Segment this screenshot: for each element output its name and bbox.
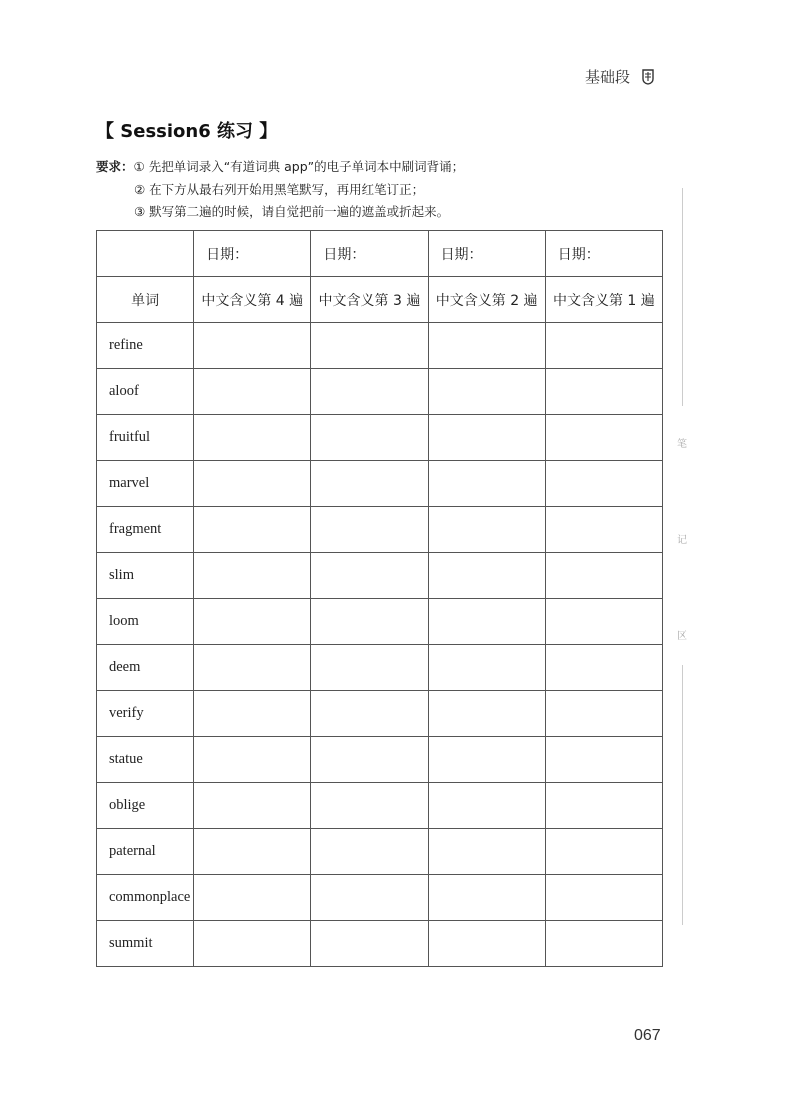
column-header-meaning-3: 中文含义第 3 遍 — [311, 277, 428, 323]
date-row-blank — [97, 231, 194, 277]
meaning-cell-2[interactable] — [428, 737, 545, 783]
section-label: 基础段 — [585, 68, 631, 86]
meaning-cell-4[interactable] — [194, 507, 311, 553]
word-cell: statue — [97, 737, 194, 783]
table-row — [97, 737, 663, 783]
notes-label-char: 区 — [677, 631, 687, 642]
table-row — [97, 875, 663, 921]
meaning-cell-3[interactable] — [311, 921, 428, 967]
notes-label-char: 记 — [677, 535, 687, 546]
table-row — [97, 783, 663, 829]
word-cell: deem — [97, 645, 194, 691]
meaning-cell-1[interactable] — [545, 829, 662, 875]
meaning-cell-2[interactable] — [428, 461, 545, 507]
meaning-cell-1[interactable] — [545, 461, 662, 507]
column-header-meaning-4: 中文含义第 4 遍 — [194, 277, 311, 323]
word-cell: slim — [97, 553, 194, 599]
meaning-cell-2[interactable] — [428, 507, 545, 553]
meaning-cell-3[interactable] — [311, 369, 428, 415]
notes-label-char: 笔 — [677, 439, 687, 450]
meaning-cell-3[interactable] — [311, 323, 428, 369]
word-cell: fruitful — [97, 415, 194, 461]
page-header — [585, 66, 654, 87]
meaning-cell-2[interactable] — [428, 599, 545, 645]
date-cell-3[interactable]: 日期： — [311, 231, 428, 277]
header-row — [97, 277, 663, 323]
meaning-cell-4[interactable] — [194, 553, 311, 599]
table-row — [97, 369, 663, 415]
meaning-cell-4[interactable] — [194, 369, 311, 415]
table-row — [97, 691, 663, 737]
column-header-meaning-2: 中文含义第 2 遍 — [428, 277, 545, 323]
meaning-cell-2[interactable] — [428, 645, 545, 691]
requirement-2: ② 在下方从最右列开始用黑笔默写，再用红笔订正； — [134, 182, 425, 197]
meaning-cell-3[interactable] — [311, 875, 428, 921]
table-row — [97, 461, 663, 507]
word-cell: paternal — [97, 829, 194, 875]
notes-divider-bottom — [682, 665, 683, 925]
date-cell-1[interactable]: 日期： — [545, 231, 662, 277]
page-number: 067 — [634, 1027, 661, 1044]
meaning-cell-3[interactable] — [311, 415, 428, 461]
shield-badge-icon — [642, 69, 654, 85]
meaning-cell-4[interactable] — [194, 921, 311, 967]
word-cell: refine — [97, 323, 194, 369]
table-row — [97, 507, 663, 553]
meaning-cell-1[interactable] — [545, 737, 662, 783]
meaning-cell-1[interactable] — [545, 691, 662, 737]
notes-divider-top — [682, 188, 683, 406]
meaning-cell-2[interactable] — [428, 829, 545, 875]
meaning-cell-3[interactable] — [311, 553, 428, 599]
requirement-1 — [96, 157, 464, 175]
meaning-cell-3[interactable] — [311, 691, 428, 737]
meaning-cell-2[interactable] — [428, 875, 545, 921]
column-header-word: 单词 — [97, 277, 194, 323]
requirement-3: ③ 默写第二遍的时候，请自觉把前一遍的遮盖或折起来。 — [134, 204, 450, 219]
meaning-cell-2[interactable] — [428, 415, 545, 461]
meaning-cell-2[interactable] — [428, 921, 545, 967]
meaning-cell-1[interactable] — [545, 921, 662, 967]
vocabulary-table — [96, 230, 663, 967]
meaning-cell-1[interactable] — [545, 323, 662, 369]
meaning-cell-4[interactable] — [194, 737, 311, 783]
meaning-cell-3[interactable] — [311, 737, 428, 783]
meaning-cell-4[interactable] — [194, 461, 311, 507]
meaning-cell-4[interactable] — [194, 645, 311, 691]
meaning-cell-3[interactable] — [311, 599, 428, 645]
meaning-cell-4[interactable] — [194, 829, 311, 875]
meaning-cell-1[interactable] — [545, 599, 662, 645]
meaning-cell-2[interactable] — [428, 323, 545, 369]
table-row — [97, 921, 663, 967]
meaning-cell-1[interactable] — [545, 875, 662, 921]
date-cell-2[interactable]: 日期： — [428, 231, 545, 277]
word-cell: oblige — [97, 783, 194, 829]
table-row — [97, 415, 663, 461]
meaning-cell-2[interactable] — [428, 691, 545, 737]
meaning-cell-2[interactable] — [428, 369, 545, 415]
meaning-cell-3[interactable] — [311, 829, 428, 875]
session-title: 【 Session6 练习 】 — [96, 121, 278, 142]
requirements-label: 要求： — [96, 159, 134, 174]
word-cell: aloof — [97, 369, 194, 415]
word-cell: loom — [97, 599, 194, 645]
meaning-cell-4[interactable] — [194, 323, 311, 369]
table-row — [97, 599, 663, 645]
requirement-text: ① 先把单词录入“有道词典 app”的电子单词本中刷词背诵； — [133, 159, 465, 174]
table-row — [97, 829, 663, 875]
meaning-cell-4[interactable] — [194, 783, 311, 829]
meaning-cell-2[interactable] — [428, 783, 545, 829]
meaning-cell-1[interactable] — [545, 553, 662, 599]
table-row — [97, 645, 663, 691]
meaning-cell-3[interactable] — [311, 507, 428, 553]
column-header-meaning-1: 中文含义第 1 遍 — [545, 277, 662, 323]
word-cell: commonplace — [97, 875, 194, 921]
date-row — [97, 231, 663, 277]
date-cell-4[interactable]: 日期： — [194, 231, 311, 277]
word-cell: verify — [97, 691, 194, 737]
meaning-cell-1[interactable] — [545, 415, 662, 461]
word-cell: fragment — [97, 507, 194, 553]
meaning-cell-4[interactable] — [194, 599, 311, 645]
word-cell: summit — [97, 921, 194, 967]
meaning-cell-4[interactable] — [194, 691, 311, 737]
meaning-cell-4[interactable] — [194, 415, 311, 461]
meaning-cell-4[interactable] — [194, 875, 311, 921]
table-row — [97, 323, 663, 369]
meaning-cell-1[interactable] — [545, 783, 662, 829]
meaning-cell-1[interactable] — [545, 507, 662, 553]
meaning-cell-3[interactable] — [311, 783, 428, 829]
meaning-cell-2[interactable] — [428, 553, 545, 599]
table-row — [97, 553, 663, 599]
meaning-cell-1[interactable] — [545, 369, 662, 415]
word-cell: marvel — [97, 461, 194, 507]
meaning-cell-1[interactable] — [545, 645, 662, 691]
meaning-cell-3[interactable] — [311, 645, 428, 691]
meaning-cell-3[interactable] — [311, 461, 428, 507]
